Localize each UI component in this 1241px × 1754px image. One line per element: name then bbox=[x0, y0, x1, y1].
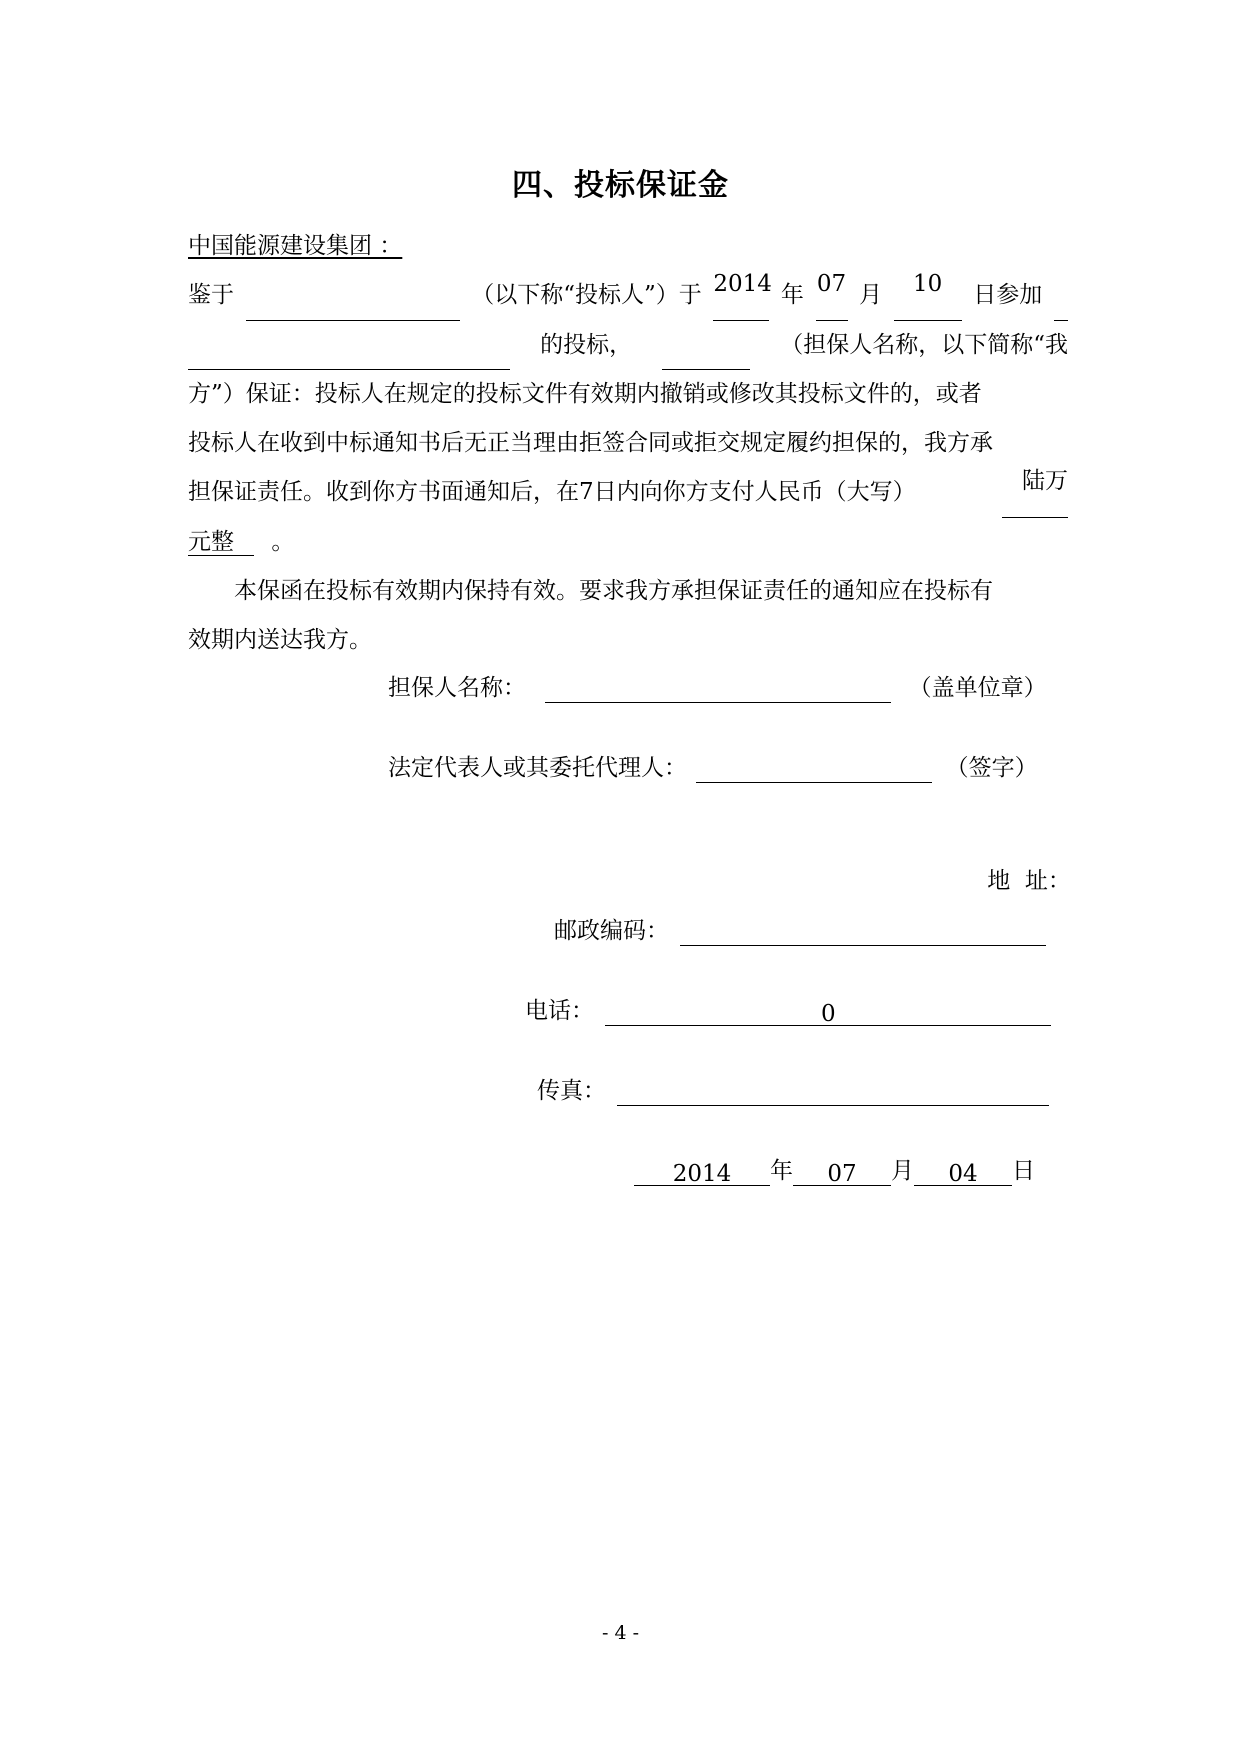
fax-label: 传真： bbox=[537, 1078, 606, 1104]
phone-label: 电话： bbox=[525, 998, 594, 1024]
guarantor-value bbox=[545, 676, 891, 703]
bid-year: 2014 bbox=[713, 271, 769, 320]
para1-line6 bbox=[188, 518, 1068, 567]
para1-line5-prefix: 担保证责任。收到你方书面通知后，在7日内向你方支付人民币（大写） bbox=[188, 479, 916, 506]
bid-day-unit: 日参加 bbox=[973, 282, 1043, 309]
date-day-unit: 日 bbox=[1012, 1158, 1035, 1184]
amount-part2: 元整 bbox=[188, 529, 254, 556]
para1-prefix: 鉴于 bbox=[188, 282, 234, 309]
date-year-unit: 年 bbox=[770, 1158, 793, 1184]
addressee-line bbox=[188, 222, 1068, 271]
bid-month: 07 bbox=[816, 271, 848, 320]
project-name-blank bbox=[188, 321, 510, 370]
page-title: 四、投标保证金 bbox=[512, 168, 729, 203]
para1-line5 bbox=[188, 468, 1068, 517]
date-year: 2014 bbox=[634, 1159, 770, 1186]
letter-body bbox=[188, 222, 1068, 666]
para1-line4: 投标人在收到中标通知书后无正当理由拒签合同或拒交规定履约担保的，我方承 bbox=[188, 430, 993, 457]
representative-note: （签字） bbox=[945, 755, 1038, 781]
postcode-value bbox=[680, 919, 1046, 946]
representative-label: 法定代表人或其委托代理人： bbox=[388, 755, 687, 781]
amount-part1: 陆万 bbox=[1002, 468, 1068, 517]
fax-row bbox=[537, 1076, 1049, 1106]
bid-year-unit: 年 bbox=[780, 282, 804, 309]
postcode-label: 邮政编码： bbox=[554, 918, 669, 944]
para1-mid1: （以下称“投标人”）于 bbox=[471, 282, 702, 309]
para2-line1: 本保函在投标有效期内保持有效。要求我方承担保证责任的通知应在投标有 bbox=[234, 578, 993, 605]
postcode-row bbox=[554, 916, 1046, 946]
para1-mid2: 的投标， bbox=[540, 331, 633, 358]
bidder-name-blank bbox=[246, 271, 460, 320]
guarantor-row bbox=[388, 673, 1047, 703]
trailing-blank bbox=[1054, 271, 1068, 320]
para1-line2 bbox=[188, 321, 1068, 370]
page-number: - 4 - bbox=[601, 1622, 639, 1644]
bid-month-unit: 月 bbox=[859, 282, 883, 309]
para1-line3: 方”）保证：投标人在规定的投标文件有效期内撤销或修改其投标文件的，或者 bbox=[188, 380, 982, 407]
guarantor-note: （盖单位章） bbox=[908, 675, 1047, 701]
para1-line6-suffix: 。 bbox=[271, 528, 295, 555]
para2-line2: 效期内送达我方。 bbox=[188, 627, 372, 654]
bid-day: 10 bbox=[894, 271, 962, 320]
guarantor-label: 担保人名称： bbox=[388, 675, 526, 701]
date-row bbox=[634, 1156, 1035, 1186]
date-day: 04 bbox=[914, 1159, 1012, 1186]
date-month-unit: 月 bbox=[891, 1158, 914, 1184]
guarantor-name-blank bbox=[662, 321, 750, 370]
phone-row bbox=[525, 996, 1051, 1026]
para1-line1 bbox=[188, 271, 1068, 320]
address-row bbox=[958, 836, 1071, 926]
representative-value bbox=[696, 756, 932, 783]
address-label: 地 址： bbox=[987, 868, 1071, 894]
date-month: 07 bbox=[793, 1159, 891, 1186]
fax-value bbox=[617, 1079, 1049, 1106]
para1-mid3: （担保人名称，以下简称“我 bbox=[780, 331, 1068, 358]
addressee: 中国能源建设集团 ： bbox=[188, 233, 403, 259]
phone-value: 0 bbox=[605, 999, 1051, 1026]
representative-row bbox=[388, 753, 1038, 783]
